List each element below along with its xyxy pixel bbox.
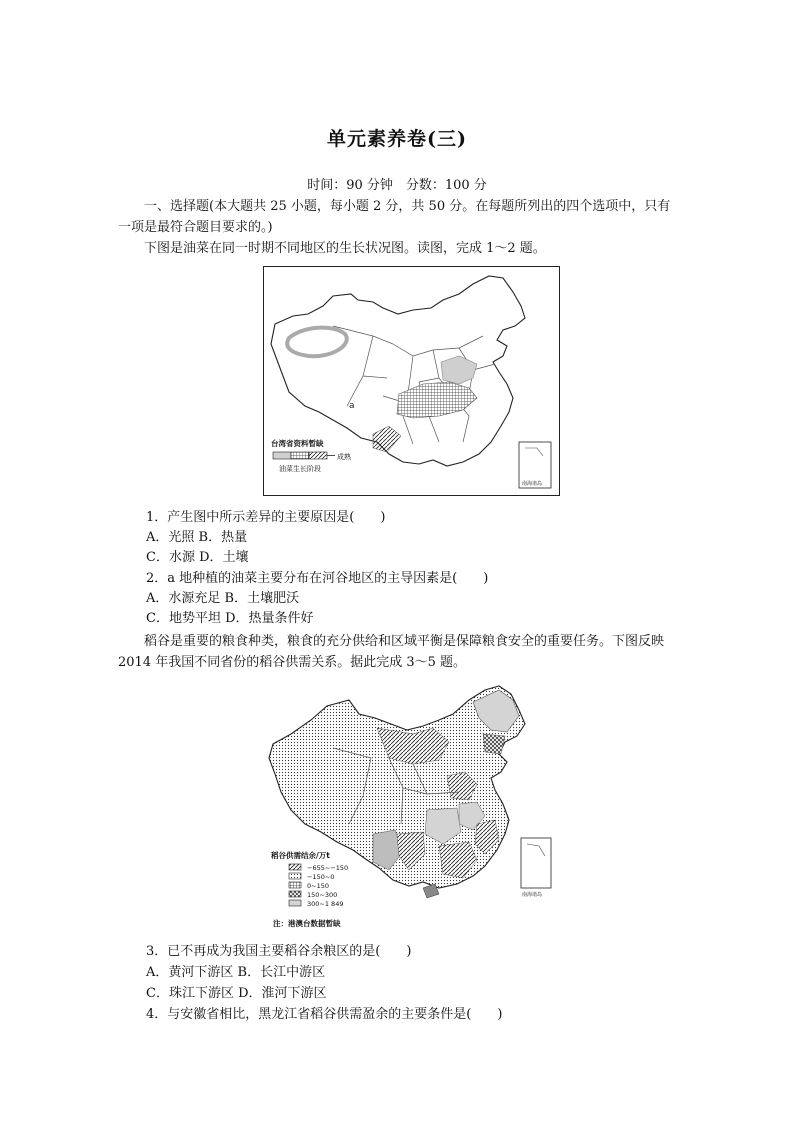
q1-options-cd: C．水源 D．土壤: [146, 550, 249, 565]
legend-item-5: 300~1 849: [307, 900, 344, 908]
rice-balance-map: [263, 684, 560, 934]
exam-meta: 时间：90 分钟 分数：100 分: [307, 178, 487, 193]
page-title: 单元素养卷(三): [327, 128, 467, 150]
inset-label-2: 南海诸岛: [522, 892, 543, 898]
legend-swatch-1: [289, 864, 301, 870]
inset-label-1: 南海诸岛: [522, 481, 543, 487]
intro-text-2: 稻谷是重要的粮食种类，粮食的充分供给和区域平衡是保障粮食安全的重要任务。下图反映 2014 年我国不同省份的稻谷供需关系。据此完成 3～5 题。: [118, 634, 665, 670]
legend-swatch-4: [289, 891, 301, 897]
q2-options-cd: C．地势平坦 D．热量条件好: [146, 611, 314, 626]
q1-options-ab: A．光照 B．热量: [146, 530, 248, 545]
rice-map-figure: [263, 684, 560, 934]
q3-options-cd: C．珠江下游区 D．淮河下游区: [146, 986, 327, 1001]
q2-stem: 2．a 地种植的油菜主要分布在河谷地区的主导因素是( ): [146, 571, 489, 586]
legend-title: 稻谷供需结余/万t: [271, 851, 330, 860]
section-heading: 一、选择题(本大题共 25 小题，每小题 2 分，共 50 分。在每题所列出的四个选项中，只有一项是最符合题目要求的。): [118, 199, 671, 235]
legend-item-1: −655~−150: [307, 864, 349, 872]
q3-stem: 3．已不再成为我国主要稻谷余粮区的是( ): [146, 944, 412, 959]
label-a: a: [349, 401, 355, 411]
q2-options-ab: A．水源充足 B．土壤肥沃: [146, 591, 300, 606]
legend-mature: 成熟: [337, 453, 351, 461]
taiwan-note: 台湾省资料暂缺: [271, 439, 324, 448]
q4-stem: 4．与安徽省相比，黑龙江省稻谷供需盈余的主要条件是( ): [146, 1007, 503, 1022]
intro-text-1: 下图是油菜在同一时期不同地区的生长状况图。读图，完成 1～2 题。: [144, 241, 546, 256]
legend-item-3: 0~150: [307, 882, 329, 890]
data-note: 注：港澳台数据暂缺: [273, 919, 341, 928]
rapeseed-growth-map: [263, 266, 560, 496]
q3-options-ab: A．黄河下游区 B．长江中游区: [146, 965, 326, 980]
legend-item-2: −150~0: [307, 873, 335, 881]
legend-swatch-2: [289, 873, 301, 879]
legend-item-4: 150~300: [307, 891, 338, 899]
legend-swatch-5: [289, 900, 301, 906]
rapeseed-map-figure: [263, 266, 560, 496]
q1-stem: 1．产生图中所示差异的主要原因是( ): [146, 510, 386, 525]
legend-caption: 油菜生长阶段: [279, 465, 321, 473]
legend-swatch-3: [289, 882, 301, 888]
